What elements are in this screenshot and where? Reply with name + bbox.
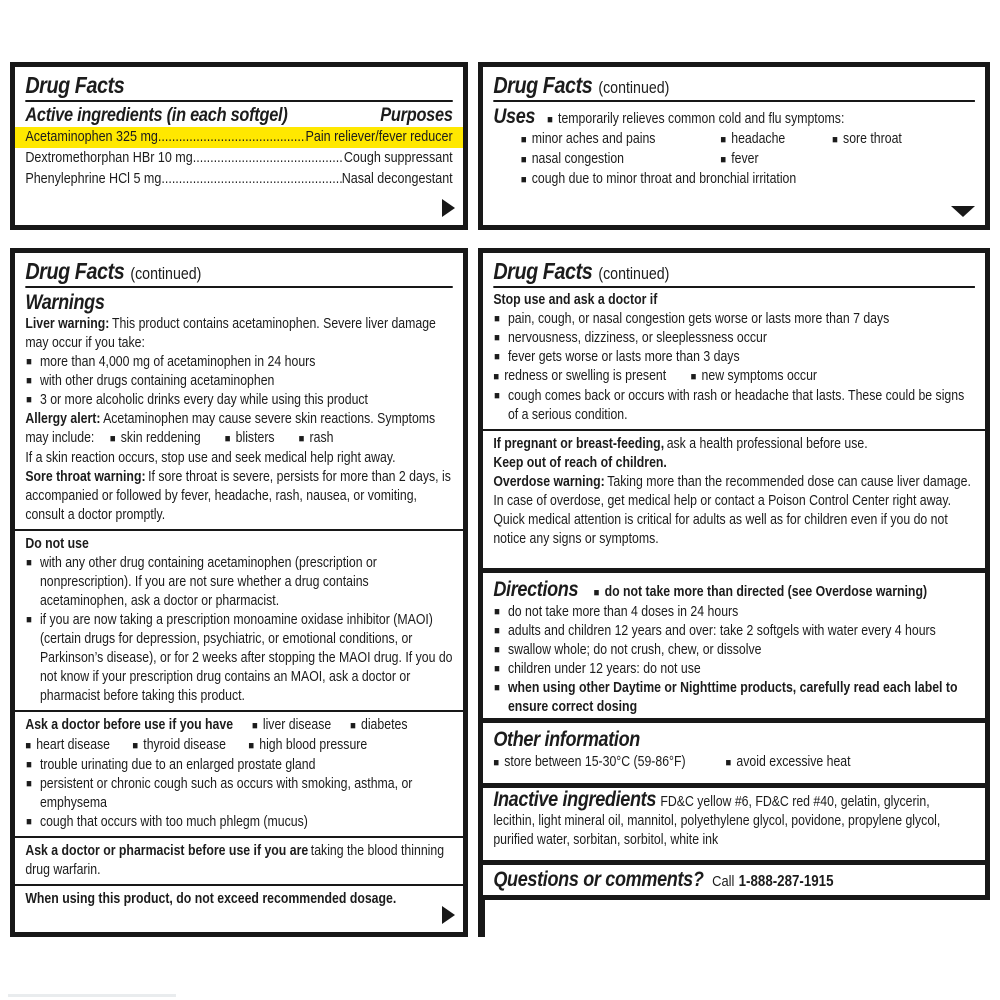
direction-bullet: ■ children under 12 years: do not use (493, 660, 974, 679)
direction-bullet: ■ when using other Daytime or Nighttime products, carefully read each label to ensure correct dosing (493, 679, 974, 717)
overdose-warning (493, 473, 974, 549)
use-item: ■ minor aches and pains (521, 130, 721, 150)
dotted-leader (161, 169, 341, 190)
inactive-ingredients-list: FD&C yellow #6, FD&C red #40, gelatin, glycerin, lecithin, light mineral oil, mannitol, polyethylene glycol, povidone, propylene glycol, purified water, sorbitan, sorbitol, white ink (493, 794, 941, 848)
next-panel-arrow-icon (442, 199, 455, 217)
stop-use-bullet: ■ new symptoms occur (691, 367, 817, 387)
uses-heading: Uses (493, 105, 536, 128)
use-item: ■ sore throat (832, 130, 902, 150)
liver-bullet: ■ more than 4,000 mg of acetaminophen in 24 hours (25, 353, 452, 372)
use-item: ■ nasal congestion (521, 150, 721, 170)
ask-pharmacist-lead: Ask a doctor or pharmacist before use if you are (25, 843, 309, 859)
ask-doctor-heading: Ask a doctor before use if you have (25, 717, 234, 733)
when-using-note: When using this product, do not exceed recommended dosage. (25, 891, 397, 907)
inactive-ingredients-panel (478, 783, 990, 865)
dotted-leader (158, 127, 306, 148)
panel-title: Drug Facts (25, 72, 125, 98)
stop-use-bullet: ■ redness or swelling is present (493, 367, 666, 387)
questions-heading: Questions or comments? (493, 868, 704, 891)
stop-use-bullet: ■ fever gets worse or lasts more than 3 days (493, 348, 974, 367)
panel-title: Drug Facts (493, 258, 593, 284)
liver-bullet: ■ with other drugs containing acetaminophen (25, 372, 452, 391)
questions-panel (478, 860, 990, 900)
inactive-ingredients (493, 788, 974, 850)
ingredient-row-dextromethorphan (25, 148, 452, 169)
liver-warning (25, 315, 452, 353)
section-divider (15, 529, 463, 531)
condition-item: ■ liver disease (252, 716, 331, 736)
pregnancy-note (493, 435, 974, 454)
purposes-heading: Purposes (380, 105, 453, 126)
liver-bullet: ■ 3 or more alcoholic drinks every day while using this product (25, 391, 452, 410)
ingredient-purpose: Pain reliever/fever reducer (305, 129, 453, 145)
sore-throat-lead: Sore throat warning: (25, 469, 146, 485)
ingredient-name: Dextromethorphan HBr 10 mg (25, 150, 193, 166)
overdose-text: Taking more than the recommended dose can cause liver damage. In case of overdose, get medical help or contact a Poison Control Center right away. Quick medical attention is critical for adults as well as for children even if you do not notice any signs or symptoms. (493, 474, 971, 547)
divider (25, 286, 452, 288)
drug-facts-active-ingredients-panel (10, 62, 468, 230)
next-panel-arrow-icon (442, 906, 455, 924)
phone-number: 1-888-287-1915 (738, 873, 834, 890)
pregnancy-text: ask a health professional before use. (666, 436, 868, 452)
sore-throat-text: If sore throat is severe, persists for more than 2 days, is accompanied or followed by fever, headache, rash, nausea, or vomiting, consult a doctor promptly. (25, 469, 451, 523)
divider (493, 286, 974, 288)
dotted-leader (193, 148, 344, 169)
ingredient-name: Phenylephrine HCl 5 mg (25, 171, 162, 187)
condition-item: ■ thyroid disease (132, 736, 226, 756)
directions-lead: ■ do not take more than directed (see Overdose warning) (594, 583, 927, 603)
directions-heading-row (493, 578, 974, 603)
drug-facts-right-column (478, 248, 990, 900)
storage-note: ■ store between 15-30°C (59-86°F) (493, 753, 685, 773)
condition-bullet: ■ persistent or chronic cough such as occurs with smoking, asthma, or emphysema (25, 775, 452, 813)
uses-heading-row (493, 105, 974, 130)
panel-title-row (493, 72, 974, 98)
drug-facts-uses-panel (478, 62, 990, 230)
condition-bullet: ■ trouble urinating due to an enlarged prostate gland (25, 756, 452, 775)
do-not-use-bullet: ■ if you are now taking a prescription monoamine oxidase inhibitor (MAOI) (certain drugs for depression, psychiatric, or emotional conditions, or Parkinson’s disease), or for 2 weeks after stopping the MAOI drug. If you do not know if your prescription drug contains an MAOI, ask a doctor or pharmacist before taking this product. (25, 611, 452, 706)
do-not-use-bullet: ■ with any other drug containing acetaminophen (prescription or nonprescription). If you are not sure whether a drug contains acetaminophen, ask a doctor or pharmacist. (25, 554, 452, 611)
continued-label: (continued) (598, 265, 670, 283)
allergy-symptom: ■ rash (299, 429, 334, 449)
use-item: ■ cough due to minor throat and bronchial irritation (521, 170, 796, 190)
ingredients-header-row (25, 105, 452, 127)
active-ingredients-heading: Active ingredients (in each softgel) (25, 105, 288, 126)
ingredient-purpose: Nasal decongestant (341, 171, 453, 187)
divider (493, 100, 974, 102)
use-item: ■ headache (720, 130, 832, 150)
stop-use-panel (478, 248, 990, 573)
inactive-ingredients-heading: Inactive ingredients (493, 788, 657, 811)
divider (25, 100, 452, 102)
stop-use-pair-row (493, 367, 974, 387)
stop-use-heading: Stop use and ask a doctor if (493, 292, 658, 308)
ask-doctor-row-2 (25, 736, 452, 756)
liver-warning-text: This product contains acetaminophen. Severe liver damage may occur if you take: (25, 316, 436, 351)
panel-title: Drug Facts (493, 72, 593, 98)
ingredient-row-acetaminophen (15, 127, 463, 148)
direction-bullet: ■ swallow whole; do not crush, chew, or dissolve (493, 641, 974, 660)
allergy-alert-text: Acetaminophen may cause severe skin reactions. Symptoms may include: (25, 411, 436, 446)
uses-row-2 (521, 150, 975, 170)
stop-use-bullet: ■ pain, cough, or nasal congestion gets worse or lasts more than 7 days (493, 310, 974, 329)
other-information-heading: Other information (493, 728, 640, 751)
liver-warning-lead: Liver warning: (25, 316, 110, 332)
do-not-use-heading: Do not use (25, 536, 89, 552)
overdose-lead: Overdose warning: (493, 474, 605, 490)
continue-below-arrow-icon (951, 206, 975, 217)
warnings-heading: Warnings (25, 291, 105, 314)
directions-panel (478, 568, 990, 723)
pregnancy-lead: If pregnant or breast-feeding, (493, 436, 665, 452)
condition-item: ■ heart disease (25, 736, 110, 756)
use-item: ■ fever (720, 150, 832, 170)
panel-title-row (493, 258, 974, 284)
condition-item: ■ high blood pressure (248, 736, 367, 756)
next-panel-border-stub (478, 895, 485, 937)
questions-row (493, 868, 974, 892)
panel-title-row (25, 258, 452, 284)
uses-row-3 (521, 170, 975, 190)
stop-use-bullet: ■ cough comes back or occurs with rash or headache that lasts. These could be signs of a serious condition. (493, 387, 974, 425)
allergy-symptom: ■ blisters (225, 429, 275, 449)
heat-note: ■ avoid excessive heat (726, 753, 851, 773)
condition-bullet: ■ cough that occurs with too much phlegm (mucus) (25, 813, 452, 832)
ingredient-purpose: Cough suppressant (343, 150, 453, 166)
ask-doctor-heading-row (25, 716, 452, 736)
section-divider (483, 429, 985, 431)
skin-reaction-note: If a skin reaction occurs, stop use and seek medical help right away. (25, 450, 396, 466)
stop-use-bullet: ■ nervousness, dizziness, or sleeplessness occur (493, 329, 974, 348)
cropped-panel-edge (8, 994, 176, 997)
section-divider (15, 884, 463, 886)
section-divider (15, 710, 463, 712)
ingredient-row-phenylephrine (25, 169, 452, 190)
uses-lead: ■ temporarily relieves common cold and flu symptoms: (547, 110, 844, 130)
keep-out-of-reach-note: Keep out of reach of children. (493, 455, 667, 471)
continued-label: (continued) (130, 265, 202, 283)
other-information-panel (478, 718, 990, 788)
direction-bullet: ■ do not take more than 4 doses in 24 hours (493, 603, 974, 622)
drug-facts-warnings-panel (10, 248, 468, 937)
section-divider (15, 836, 463, 838)
uses-row-1 (521, 130, 975, 150)
sore-throat-warning (25, 468, 452, 525)
call-label: Call (712, 873, 735, 890)
continued-label: (continued) (598, 79, 670, 97)
other-information-row (493, 753, 974, 773)
panel-title: Drug Facts (25, 258, 125, 284)
allergy-symptom: ■ skin reddening (110, 429, 201, 449)
direction-bullet: ■ adults and children 12 years and over: take 2 softgels with water every 4 hours (493, 622, 974, 641)
ask-pharmacist (25, 842, 452, 880)
ingredient-name: Acetaminophen 325 mg (25, 129, 158, 145)
ask-pharmacist-text: taking the blood thinning drug warfarin. (25, 843, 445, 878)
condition-item: ■ diabetes (350, 716, 407, 736)
allergy-alert-lead: Allergy alert: (25, 411, 101, 427)
allergy-alert (25, 410, 452, 449)
directions-heading: Directions (493, 578, 579, 601)
